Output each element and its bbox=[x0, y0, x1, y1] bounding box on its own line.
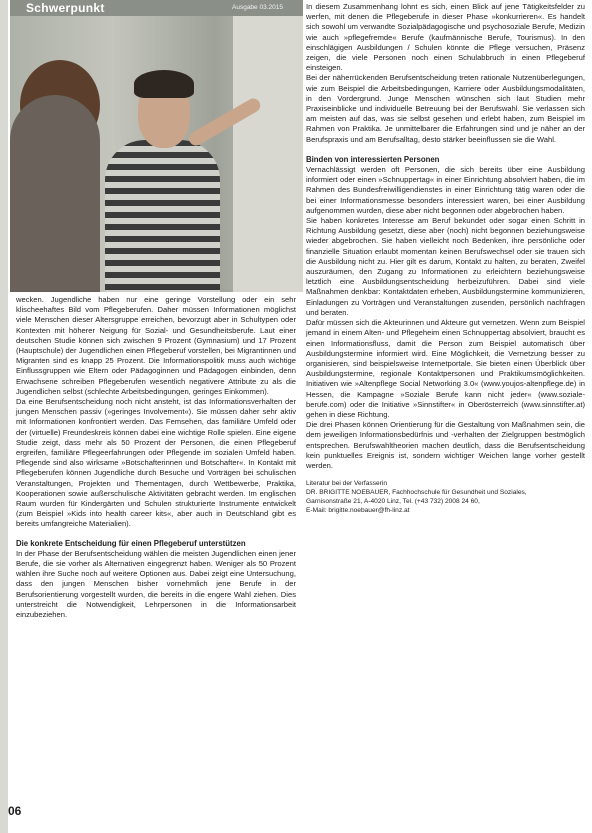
author-line-1: Literatur bei der Verfasserin bbox=[306, 480, 387, 488]
photo-person-right-hair bbox=[134, 70, 194, 98]
left-paragraph-2: Da eine Berufsentscheidung noch nicht ansteht, ist das Informationsverhalten der jungen Menschen passiv (»geringes Involvement«). Sie müssen daher sehr aktiv mit Informationen konfrontiert werden. Das Femsehen, das familiäre Umfeld oder der (virtuelle) Freundeskreis können dabei eine wichtige Rolle spielen. Eine eigene Studie zeigt, dass mehr als 50 Prozent der Personen, die einen Pflegeberuf ergreifen, familiäre Pflegeerfahrungen oder Pflegende im sozialen Umfeld haben. Pflegende sind also wirksame »Botschafterinnen und Botschafter«. In Kontakt mit Pflegeberufen können Jugendliche durch Besuche und Vorträgen bei schulischen Veranstaltungen, Projekten und Thementagen, durch Wettbewerbe, Praktika, Kooperationen sowie außerschulische Aktivitäten gebracht werden. Im englischen Raum wurden für Kindergärten und Schulen strukturierte Instrumente entwickelt (zum Beispiel »Kids into health career kits«, aber auch in Deutschland gibt es bereits umfangreiche Materialien). bbox=[16, 397, 296, 529]
left-paragraph-1: wecken. Jugendliche haben nur eine geringe Vorstellung oder ein sehr klischeehaftes Bild vom Pflegeberufen. Daher müssen Informationen möglichst viele Menschen dieser Altersgruppe erreichen, bevorzugt aber in Schultypen oder Kontexten mit höherer Neigung für Sozial- und Gesundheitsberufe. Laut einer deutschen Studie können sich zwischen 9 Prozent (Gymnasium) und 17 Prozent (Hauptschule) der Jugendlichen einen Pflegeberuf vorstellen, bei Migrantinnen und Migranten sind es knapp 25 Prozent. Die Informationspolitik muss auch wichtige Einflussgruppen wie Eltern oder Pädagoginnen und Pädagogen einbinden, denn Erwachsene schreiben Pflegeberufen wesentlich negativere Attribute zu als die Jugendlichen selbst (schlechte Arbeitsbedingungen, geringes Einkommen). bbox=[16, 295, 296, 396]
right-heading: Binden von interessierten Personen bbox=[306, 154, 440, 164]
classroom-photo bbox=[10, 0, 303, 292]
left-paragraph-3: In der Phase der Berufsentscheidung wählen die meisten Jugendlichen einen jener Berufe, die sie vorher als Alternativen eingegrenzt haben. Weniger als 50 Prozent wählen ihre Suche noch auf weitere Optionen aus. Dabei zeigt eine Untersuchung, dass den jungen Menschen bisher vornehmlich jene Berufe in der Berufsorientierung vorgestellt wurden, die bereits in die engere Wahl ziehen. Dies unterstreicht die Notwendigkeit, Lehrpersonen in die Informationsarbeit einzubeziehen. bbox=[16, 548, 296, 620]
section-title: Schwerpunkt bbox=[26, 1, 105, 15]
right-paragraph-5: Dafür müssen sich die Akteurinnen und Akteure gut vernetzen. Wenn zum Beispiel jemand in einem Alten- und Pflegeheim einen Schnuppertag absolviert, braucht es einen Informationsfluss, damit die Person zum Beispiel automatisch über Ausbildungstermine informiert wird. Eine Möglichkeit, die Vernetzung besser zu organisieren, sind beispielsweise Internetportale. Sie bieten einen Überblick über Ausbildungstermine, regionale Kontaktpersonen und Praktikumsmöglichkeiten. Initiativen wie »Altenpflege Social Networking 3.0« (www.youjos-altenpflege.de) in Hessen, die Kampagne »Soziale Berufe kann nicht jeder« (www.soziale-berufe.com) oder die Initiative »Sinnstifter« in Oberösterreich (www.sinnstifter.at) gehen in diese Richtung. bbox=[306, 318, 585, 419]
photo-person-left bbox=[10, 95, 100, 292]
header-bar bbox=[10, 0, 303, 16]
author-info bbox=[306, 479, 585, 515]
left-heading: Die konkrete Entscheidung für einen Pflegeberuf unterstützen bbox=[16, 538, 246, 548]
right-column bbox=[306, 2, 585, 515]
right-paragraph-6: Die drei Phasen können Orientierung für die Gestaltung von Maßnahmen sein, die dem jeweiligen Informationsbedürfnis und -verhalten der Zielgruppen bestmöglich entsprechen. Berufswahltheorien machen deutlich, dass die Berufsentscheidung kein punktuelles Ereignis ist, sondern wichtiger Weichen lange vorher gestellt werden. bbox=[306, 420, 585, 470]
photo-wall bbox=[233, 0, 303, 292]
photo-person-right bbox=[105, 140, 220, 292]
author-line-3: Garnisonstraße 21, A-4020 Linz, Tel. (+43 732) 2008 24 60, bbox=[306, 498, 480, 506]
page-edge bbox=[0, 0, 8, 833]
author-line-2: DR. BRIGITTE NOEBAUER, Fachhochschule für Gesundheit und Soziales, bbox=[306, 489, 527, 497]
right-paragraph-2: Bei der näherrückenden Berufsentscheidung treten rationale Nutzenüberlegungen, wie zum Beispiel die Arbeitsbedingungen, Karriere oder Ausbildungsmodalitäten, in den Vordergrund. Junge Menschen wünschen sich laut Studien mehr Praxiseinblicke und individuelle Betreuung bei der Berufswahl. Sie verlassen sich am meisten auf das, was sie selbst gesehen und erlebt haben, zum Beispiel im Rahmen von Praktika. Je unmittelbarer die Erfahrungen sind und je näher an der Berufspraxis und am Berufsalltag, desto stärker beeinflussen sie die Wahl. bbox=[306, 73, 585, 144]
left-column bbox=[16, 295, 296, 620]
right-paragraph-3: Vernachlässigt werden oft Personen, die sich bereits über eine Ausbildung informiert oder einen »Schnuppertag« in einer Einrichtung absolviert haben, die im Rahmen des Bundesfreiwilligendienstes in einer Einrichtung tätig waren oder die bei einer Informationsmesse besonders interessiert waren, bei einer Ausbildung aufgenommen wurden, diese aber nicht begonnen oder abgebrochen haben. bbox=[306, 165, 585, 215]
right-paragraph-1: In diesem Zusammenhang lohnt es sich, einen Blick auf jene Tätigkeitsfelder zu werfen, mit denen die Pflegeberufe in dieser Phase »konkurrieren«. Es handelt sich sowohl um verwandte Sozialpädagogische und psychosoziale Berufe, Medizin wie auch »pflegefremde« Berufe (kaufmännische Berufe, Tourismus). In den einschlägigen Ausbildungen / Schulen könnte die Pflege versuchen, Präsenz zeigen, die viele Personen noch einen Schulabbruch in einen Pflegeberuf einsteigen. bbox=[306, 2, 585, 73]
page-number: 06 bbox=[8, 804, 22, 818]
right-paragraph-4: Sie haben konkretes Interesse am Beruf bekundet oder sogar einen Schritt in Richtung Ausbildung gesetzt, diese aber (noch) nicht begonnen beziehungsweise wieder abgebrochen. Sie haben vielleicht noch Bedenken, ihre persönliche oder finanzielle Situation erlaubt momentan keinen Berufswechsel oder sie trauen sich die Ausbildung nicht zu. Hier gilt es darum, Kontakt zu halten, zu beraten, Zweifel auszuräumen, den Zugang zu Informationen zu erleichtern beziehungsweise letztlich eine Ausbildungsentscheidung herbeizuführen. Dabei sind viele Maßnahmen denkbar: Kontaktdaten erheben, Ausbildungstermine kommunizieren, Einladungen zu Vorträgen und Veranstaltungen zusenden, persönlich nachfragen und beraten. bbox=[306, 216, 585, 317]
author-line-4: E-Mail: brigitte.noebauer@fh-linz.at bbox=[306, 507, 410, 515]
issue-label: Ausgabe 03.2015 bbox=[232, 4, 283, 11]
